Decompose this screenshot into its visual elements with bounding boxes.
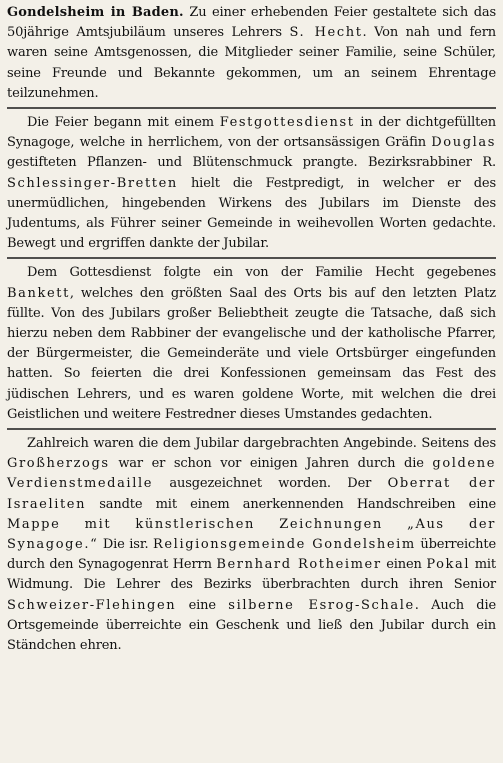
paragraph-1-text-a: Zu einer erhebenden Feier gestaltete sich das 50jährige Amtsjubiläum unseres Lehrers [7, 5, 496, 41]
banquet-term: Bankett [7, 285, 70, 301]
medal-term: goldene Verdienstmedaille [7, 456, 496, 492]
paragraph-4-text-a: Zahlreich waren die dem Jubilar dargebrachten Angebinde. Seitens des [27, 436, 496, 452]
paragraph-1 [7, 3, 496, 104]
council-term: Oberrat der Israeliten [7, 476, 496, 512]
paragraph-2-text-c: gestifteten Pflanzen- und Blütenschmuck prangte. Bezirksrabbiner R. [7, 155, 496, 171]
paragraph-4-text-j: . Auch die Ortsgemeinde überreichte ein Geschenk und ließ den Jubilar durch ein Ständchen ehren. [7, 597, 496, 654]
paragraph-4-text-c: ausgezeichnet worden. Der [153, 476, 388, 492]
paragraph-3 [7, 263, 496, 425]
paragraph-2 [7, 113, 496, 254]
paragraph-4-text-f: überreichte durch den Synagogenrat Herrn [7, 537, 496, 573]
cup-term: Pokal [426, 557, 471, 573]
paragraph-4-text-h: mit Widmung. Die Lehrer des Bezirks überbrachten durch ihren Senior [7, 557, 496, 593]
service-term: Festgottesdienst [219, 115, 355, 131]
paragraph-1-text-b: . Von nah und fern waren seine Amtsgenossen, die Mitglieder seiner Familie, seine Schüler, seine Freunde und Bekannte gekommen, um an seinem Ehrentage teilzunehmen. [7, 25, 496, 101]
councillor-name: Bernhard Rotheimer [216, 557, 382, 573]
paragraph-2-text-d: hielt die Festpredigt, in welcher er des unermüdlichen, hingebenden Wirkens des Jubilars im Dienste des Judentums, als Führer seiner Gemeinde in weihevollen Worten gedachte. Bewegt und ergriffen dankte der Jubilar. [7, 175, 496, 252]
paragraph-4-text-e: Die isr. [98, 537, 153, 553]
paragraph-4 [7, 434, 496, 656]
paragraph-3-text-a: Dem Gottesdienst folgte ein von der Familie Hecht gegebenes [27, 265, 496, 281]
paragraph-3-text-b: , welches den größten Saal des Orts bis auf den letzten Platz füllte. Von des Jubilars großer Beliebtheit zeugte die Tatsache, daß sich hierzu neben dem Rabbiner der evangelische und der katholische Pfarrer, der Bürgermeister, die Gemeinderäte und viele Ortsbürger eingefunden hatten. So feierten die drei Konfessionen gemeinsam das Fest des jüdischen Lehrers, und es waren goldene Worte, mit welchen die drei Geistlichen und weitere Festredner dieses Umstandes gedachten. [7, 285, 496, 422]
senior-name: Schweizer-Flehingen [7, 597, 177, 613]
rabbi-name: Schlessinger-Bretten [7, 175, 178, 191]
rule-3 [7, 428, 496, 430]
paragraph-4-text-d: sandte mit einem anerkennenden Handschreiben eine [86, 496, 496, 512]
countess-name: Douglas [431, 135, 496, 151]
folder-term: Mappe mit künstlerischen Zeichnungen „Aus der Synagoge.“ [7, 516, 496, 553]
paragraph-2-text-a: Die Feier begann mit einem [27, 115, 220, 131]
bowl-term: silberne Esrog-Schale [228, 597, 415, 613]
teacher-name: S. Hecht [289, 25, 363, 41]
article-title: Gondelsheim in Baden. [7, 5, 184, 20]
rule-2 [7, 257, 496, 259]
paragraph-2-text-b: in der dichtgefüllten Synagoge, welche in herrlichem, von der ortsansässigen Gräfin [7, 115, 496, 151]
community-term: Religionsgemeinde Gondelsheim [153, 537, 416, 553]
paragraph-4-text-i: eine [176, 597, 229, 613]
paragraph-4-text-g: einen [381, 557, 427, 573]
rule-1 [7, 107, 496, 109]
duke-term: Großherzogs [7, 456, 110, 472]
paragraph-4-text-b: war er schon vor einigen Jahren durch die [109, 456, 433, 472]
